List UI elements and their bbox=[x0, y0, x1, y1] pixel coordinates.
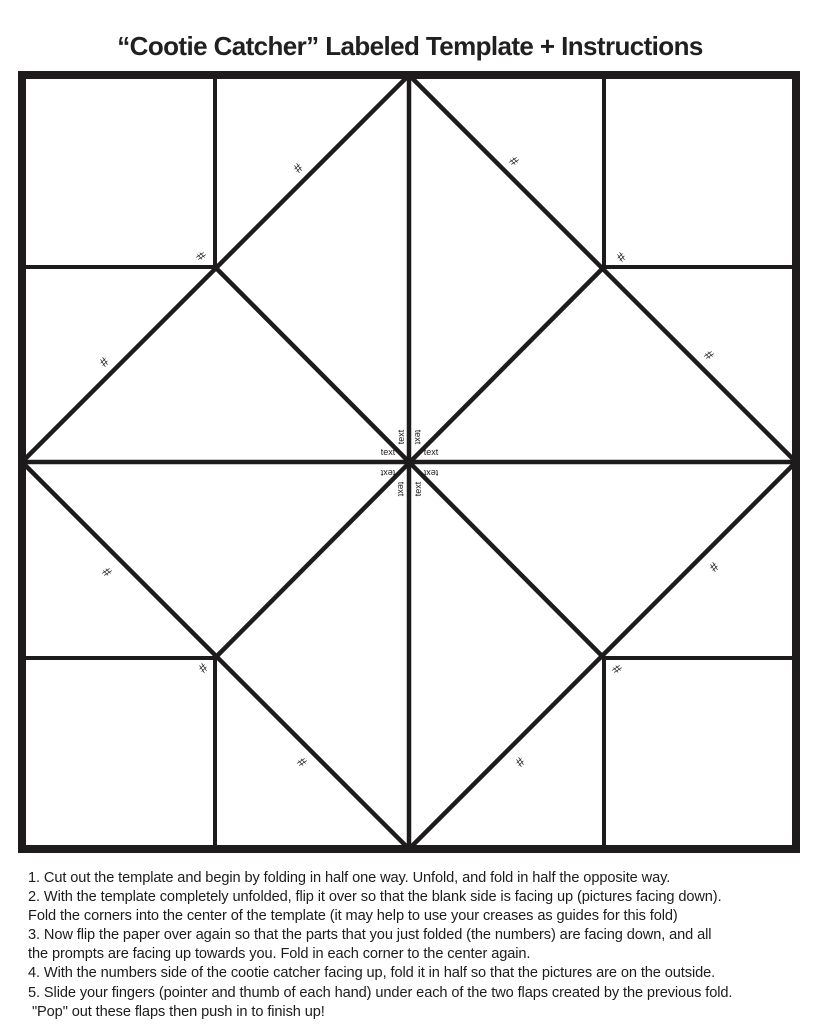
flap-mark-lowerleft-edge-top: # bbox=[99, 564, 115, 580]
page-title: “Cootie Catcher” Labeled Template + Instructions bbox=[117, 31, 703, 61]
instruction-line: Fold the corners into the center of the template (it may help to use your creases as guides for this fold) bbox=[28, 908, 678, 925]
prompt-label-right-upper: text bbox=[423, 447, 439, 458]
flap-mark-corner-topright: # bbox=[613, 249, 629, 265]
prompt-label-top-left: text bbox=[396, 429, 407, 445]
flap-mark-upperright-edge-bottom: # bbox=[701, 347, 717, 363]
flap-mark-corner-topleft: # bbox=[193, 248, 209, 264]
flap-mark-corner-bottomright: # bbox=[609, 661, 625, 677]
instruction-line: 4. With the numbers side of the cootie catcher facing up, fold it in half so that the pictures are on the outside. bbox=[28, 965, 716, 982]
instruction-line: the prompts are facing up towards you. Fold in each corner to the center again. bbox=[28, 946, 531, 963]
flap-mark-upperright-edge-top: # bbox=[506, 153, 522, 169]
prompt-label-left-upper: text bbox=[380, 447, 396, 458]
prompt-label-left-lower: text bbox=[380, 467, 396, 478]
flap-mark-upperleft-edge-bottom: # bbox=[96, 354, 112, 370]
flap-mark-lowerleft-edge-bottom: # bbox=[294, 754, 310, 770]
instructions bbox=[28, 869, 818, 1022]
instruction-line: 3. Now flip the paper over again so that the parts that you just folded (the numbers) are facing down, and all bbox=[28, 927, 712, 944]
flap-mark-corner-bottomleft: # bbox=[195, 660, 211, 676]
instruction-line: 5. Slide your fingers (pointer and thumb of each hand) under each of the two flaps created by the previous fold. bbox=[28, 984, 733, 1001]
prompt-label-right-lower: text bbox=[423, 467, 439, 478]
instruction-line: 2. With the template completely unfolded, flip it over so that the blank side is facing up (pictures facing down). bbox=[28, 889, 722, 906]
flap-mark-upperleft-edge-top: # bbox=[290, 160, 306, 176]
instruction-line: "Pop" out these flaps then push in to finish up! bbox=[28, 1003, 325, 1020]
flap-mark-lowerright-edge-top: # bbox=[706, 559, 722, 575]
prompt-label-top-right: text bbox=[412, 429, 423, 445]
prompt-label-bottom-right: text bbox=[413, 481, 424, 497]
flap-mark-lowerright-edge-bottom: # bbox=[512, 754, 528, 770]
prompt-label-bottom-left: text bbox=[395, 481, 406, 497]
instruction-line: 1. Cut out the template and begin by folding in half one way. Unfold, and fold in half the opposite way. bbox=[28, 870, 671, 886]
